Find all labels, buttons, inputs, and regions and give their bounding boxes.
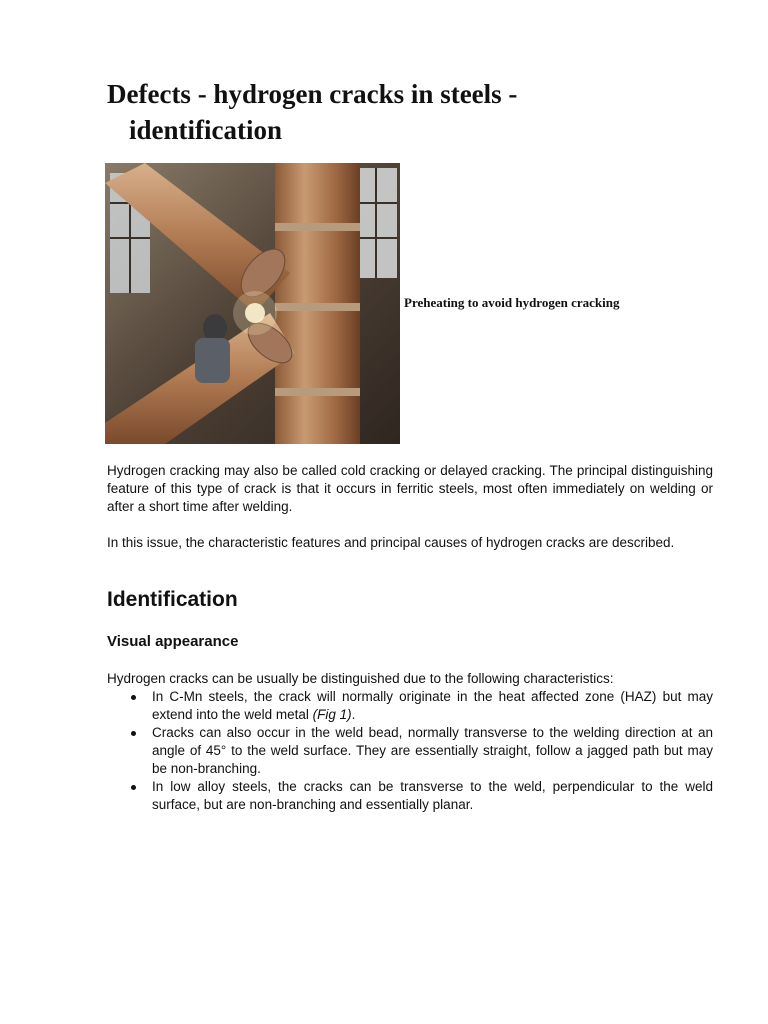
subsection-heading: Visual appearance xyxy=(107,633,239,650)
title-line-1: Defects - hydrogen cracks in steels - xyxy=(107,79,518,109)
figure-reference: (Fig 1) xyxy=(312,707,352,722)
list-item xyxy=(107,688,713,724)
section-heading: Identification xyxy=(107,588,238,611)
list-item xyxy=(107,724,713,778)
page-title xyxy=(107,76,667,148)
bullet-icon xyxy=(131,785,136,790)
intro-paragraph-1: Hydrogen cracking may also be called cold cracking or delayed cracking. The principal distinguishing feature of this type of crack is that it occurs in ferritic steels, most often immediately on welding or after a short time after welding. xyxy=(107,463,713,514)
bullet-icon xyxy=(131,695,136,700)
characteristics-list xyxy=(107,688,713,814)
welding-photo xyxy=(105,163,400,444)
characteristics-intro: Hydrogen cracks can be usually be distinguished due to the following characteristics: xyxy=(107,671,614,686)
list-item-tail: . xyxy=(351,707,356,722)
list-item xyxy=(107,778,713,814)
welding-photo-illustration xyxy=(105,163,400,444)
list-item-text: In C-Mn steels, the crack will normally originate in the heat affected zone (HAZ) but may extend into the weld metal xyxy=(152,689,713,722)
bullet-icon xyxy=(131,731,136,736)
list-item-text: Cracks can also occur in the weld bead, normally transverse to the welding direction at an angle of 45° to the weld surface. They are essentially straight, follow a jagged path but may be non-branching. xyxy=(152,725,713,776)
figure-caption: Preheating to avoid hydrogen cracking xyxy=(404,295,620,310)
intro-paragraph-2: In this issue, the characteristic features and principal causes of hydrogen cracks are described. xyxy=(107,535,675,550)
title-line-2: identification xyxy=(129,115,282,145)
list-item-text: In low alloy steels, the cracks can be transverse to the weld, perpendicular to the weld surface, but are non-branching and essentially planar. xyxy=(152,779,713,812)
